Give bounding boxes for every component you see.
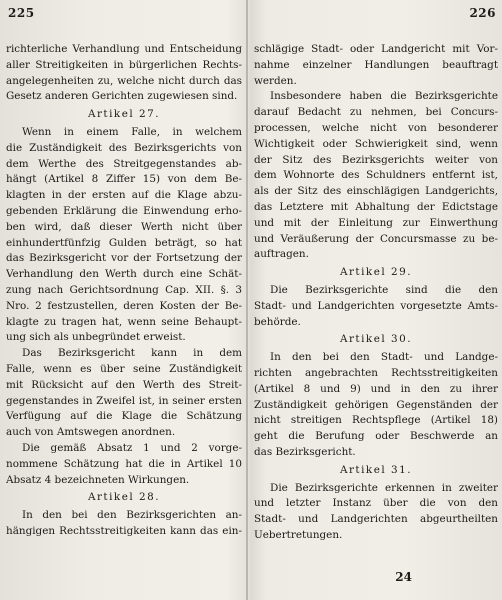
left-page-text [6, 42, 242, 540]
text-line: Absatz 4 bezeichneten Wirkungen. [6, 473, 190, 486]
text-line: darauf Bedacht zu nehmen, bei Concurs- [254, 106, 498, 119]
text-line: behörde. [254, 315, 301, 328]
text-line: einhundertfünfzig Gulden beträgt, so hat [6, 236, 242, 249]
text-line: angelegenheiten zu, welche nicht durch das [6, 74, 242, 87]
text-line: klagte zu tragen hat, wenn seine Behaupt- [6, 315, 242, 328]
text-line: geht die Berufung oder Beschwerde an [254, 430, 498, 443]
text-line: das Bezirksgericht vor der Fortsetzung der [6, 252, 242, 265]
book-gutter [246, 0, 248, 600]
text-line: als der Sitz des einschlägigen Landgerichts, [254, 185, 498, 198]
text-line: mit Rücksicht auf den Werth des Streit- [6, 378, 242, 391]
text-line: richten angebrachten Rechtsstreitigkeiten [254, 366, 498, 379]
text-line: zung nach Gerichtsordnung Cap. XII. §. 3 [6, 283, 242, 296]
right-page-text [254, 42, 498, 544]
text-line: das Bezirksgericht. [254, 445, 356, 458]
left-page-number: 225 [8, 6, 35, 20]
text-line: die Zuständigkeit des Bezirksgerichts von [6, 141, 242, 154]
text-line: Die gemäß Absatz 1 und 2 vorge- [22, 441, 242, 454]
text-line: Die Bezirksgerichte erkennen in zweiter [270, 481, 498, 494]
text-line: auch von Amtswegen anordnen. [6, 426, 176, 439]
right-page-number: 226 [469, 6, 496, 20]
text-line: dem Wohnorte des Schuldners entfernt ist, [254, 169, 498, 182]
text-line: nicht streitigen Rechtspflege (Artikel 18) [254, 414, 498, 427]
text-line: Das Bezirksgericht kann in dem [22, 347, 242, 360]
text-line: Nro. 2 festzustellen, deren Kosten der Be- [6, 299, 242, 312]
text-line: Verfügung auf die Klage die Schätzung [6, 410, 242, 423]
text-line: auftragen. [254, 248, 309, 261]
text-line: nahme einzelner Handlungen beauftragt [254, 58, 498, 71]
text-line: Die Bezirksgerichte sind die den [270, 283, 498, 296]
text-line: Verhandlung den Werth durch eine Schät- [6, 268, 242, 281]
text-line: und Veräußerung der Concursmasse zu be- [254, 232, 498, 245]
text-line: aller Streitigkeiten in bürgerlichen Rechts- [6, 58, 242, 71]
text-line: ben wird, daß dieser Werth nicht über [6, 220, 242, 233]
text-line: (Artikel 8 und 9) und in den zu ihrer [254, 382, 498, 395]
text-line: gegenstandes in Zweifel ist, in seiner ersten [6, 394, 242, 407]
text-line: dem Werthe des Streitgegenstandes ab- [6, 157, 242, 170]
text-line: Gesetz anderen Gerichten zugewiesen sind. [6, 90, 238, 103]
text-line: In den bei den Stadt- und Landge- [270, 351, 498, 364]
text-line: Falle, wenn es über seine Zuständigkeit [6, 362, 242, 375]
article-heading: Artikel 30. [339, 333, 413, 346]
text-line: und mit der Einleitung zur Einwerthung [254, 216, 498, 229]
text-line: In den bei den Bezirksgerichten an- [22, 509, 242, 522]
right-page [254, 0, 498, 600]
text-line: gebenden Erklärung die Einwendung erho- [6, 204, 242, 217]
text-line: nommene Schätzung hat die in Artikel 10 [6, 457, 242, 470]
article-heading: Artikel 31. [339, 463, 413, 476]
left-page [6, 0, 242, 600]
text-line: hängt (Artikel 8 Ziffer 15) von dem Be- [6, 173, 242, 186]
text-line: Stadt- und Landgerichten abgeurtheilten [254, 513, 498, 526]
text-line: Stadt- und Landgerichten vorgesetzte Amts- [254, 299, 498, 312]
text-line: Uebertretungen. [254, 528, 343, 541]
text-line: werden. [254, 74, 297, 87]
text-line: das Letztere mit Abhaltung der Edictstage [254, 200, 498, 213]
signature-mark: 24 [395, 570, 412, 584]
text-line: richterliche Verhandlung und Entscheidung [6, 43, 242, 55]
text-line: hängigen Rechtsstreitigkeiten kann das ein- [6, 524, 242, 537]
article-heading: Artikel 29. [339, 266, 413, 279]
text-line: klagten in der ersten auf die Klage abzu- [6, 189, 242, 202]
text-line: Wichtigkeit oder Schwierigkeit sind, wenn [254, 137, 498, 150]
text-line: schlägige Stadt- oder Landgericht mit Vor- [254, 43, 498, 55]
text-line: Insbesondere haben die Bezirksgerichte [270, 90, 498, 103]
text-line: Wenn in einem Falle, in welchem [22, 125, 242, 138]
text-line: und letzter Instanz über die von den [254, 497, 498, 510]
text-line: der Sitz des Bezirksgerichts weiter von [254, 153, 498, 166]
article-heading: Artikel 28. [87, 491, 161, 504]
article-heading: Artikel 27. [87, 108, 161, 121]
text-line: Zuständigkeit gehörigen Gegenständen der [254, 398, 498, 411]
text-line: processen, welche nicht von besonderer [254, 121, 498, 134]
text-line: ung sich als unbegründet erweist. [6, 331, 186, 344]
